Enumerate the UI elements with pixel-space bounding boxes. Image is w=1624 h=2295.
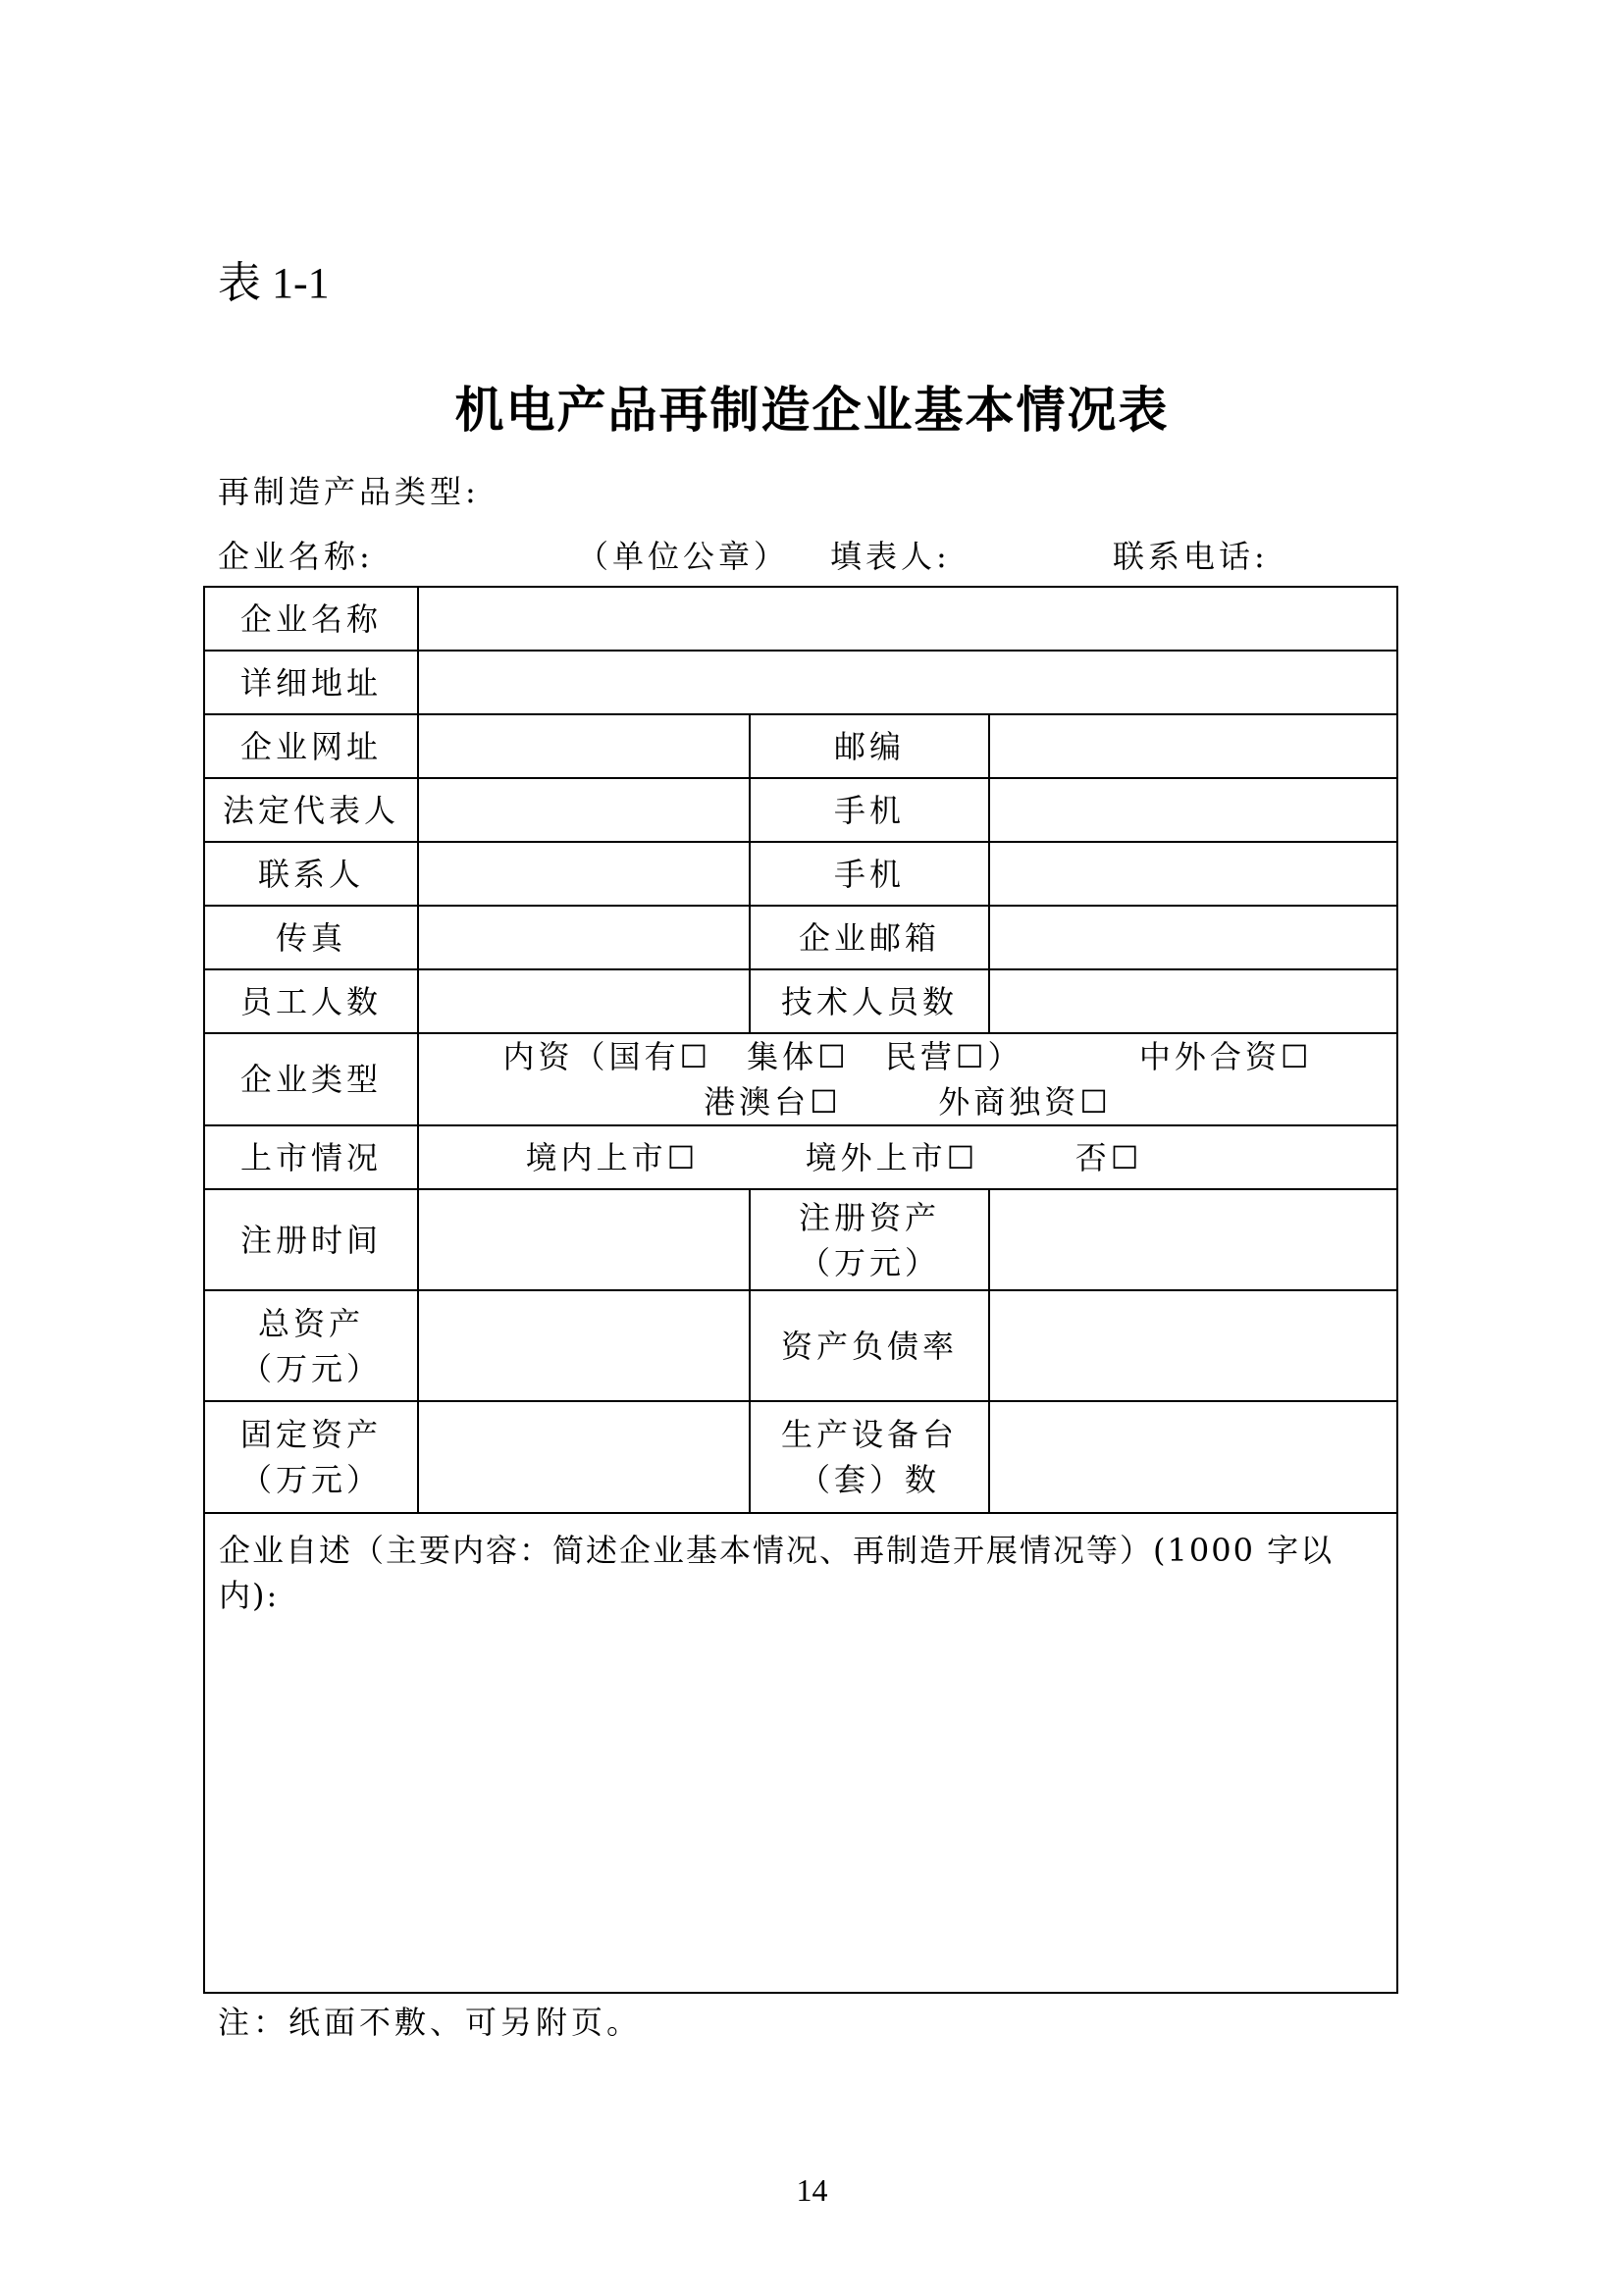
employees-field[interactable] bbox=[418, 969, 750, 1033]
table-row bbox=[204, 1290, 1397, 1401]
tech-staff-field[interactable] bbox=[989, 969, 1397, 1033]
reg-capital-label-line1: 注册资产 bbox=[798, 1198, 940, 1236]
phone-label: 联系电话: bbox=[1113, 538, 1269, 575]
table-row bbox=[204, 1401, 1397, 1512]
reg-time-cell-label: 注册时间 bbox=[204, 1189, 418, 1290]
overseas-listing-option[interactable]: 境外上市☐ bbox=[805, 1138, 979, 1176]
filler-label: 填表人: bbox=[830, 538, 951, 575]
reg-time-field[interactable] bbox=[418, 1189, 750, 1290]
table-row bbox=[204, 1033, 1397, 1125]
company-name-field[interactable] bbox=[418, 587, 1397, 651]
total-assets-cell-label bbox=[204, 1290, 418, 1401]
hk-macao-tw-option[interactable]: 港澳台☐ bbox=[704, 1083, 842, 1121]
contact-field[interactable] bbox=[418, 842, 750, 906]
reg-capital-field[interactable] bbox=[989, 1189, 1397, 1290]
seal-label: （单位公章） bbox=[577, 538, 790, 575]
total-assets-label-line1: 总资产 bbox=[257, 1304, 364, 1342]
equipment-cell-label bbox=[750, 1401, 989, 1512]
table-row bbox=[204, 1189, 1397, 1290]
company-name-cell-label: 企业名称 bbox=[204, 587, 418, 651]
product-type-label: 再制造产品类型: bbox=[218, 473, 480, 510]
table-row bbox=[204, 714, 1397, 778]
joint-venture-option[interactable]: 中外合资☐ bbox=[1138, 1038, 1313, 1076]
address-field[interactable] bbox=[418, 651, 1397, 714]
not-listed-option[interactable]: 否☐ bbox=[1074, 1138, 1143, 1176]
fixed-assets-label-line2: （万元） bbox=[239, 1460, 382, 1498]
employees-cell-label: 员工人数 bbox=[204, 969, 418, 1033]
table-row bbox=[204, 906, 1397, 969]
listing-options bbox=[418, 1125, 1397, 1189]
table-row bbox=[204, 778, 1397, 842]
domestic-option[interactable]: 内资（国有☐ 集体☐ 民营☐） bbox=[502, 1038, 1023, 1076]
foreign-owned-option[interactable]: 外商独资☐ bbox=[938, 1083, 1112, 1121]
postcode-field[interactable] bbox=[989, 714, 1397, 778]
fax-cell-label: 传真 bbox=[204, 906, 418, 969]
company-name-label: 企业名称: bbox=[218, 538, 374, 575]
page-number: 14 bbox=[796, 2172, 828, 2208]
document-title: 机电产品再制造企业基本情况表 bbox=[454, 381, 1170, 439]
table-row bbox=[204, 651, 1397, 714]
tech-staff-cell-label: 技术人员数 bbox=[750, 969, 989, 1033]
contact-cell-label: 联系人 bbox=[204, 842, 418, 906]
website-cell-label: 企业网址 bbox=[204, 714, 418, 778]
reg-capital-label-line2: （万元） bbox=[798, 1243, 940, 1281]
fixed-assets-field[interactable] bbox=[418, 1401, 750, 1512]
legal-rep-field[interactable] bbox=[418, 778, 750, 842]
website-field[interactable] bbox=[418, 714, 750, 778]
reg-capital-cell-label bbox=[750, 1189, 989, 1290]
listing-cell-label: 上市情况 bbox=[204, 1125, 418, 1189]
email-field[interactable] bbox=[989, 906, 1397, 969]
equipment-label-line2: （套）数 bbox=[798, 1460, 940, 1498]
table-row bbox=[204, 587, 1397, 651]
table-row bbox=[204, 1125, 1397, 1189]
fixed-assets-label-line1: 固定资产 bbox=[239, 1415, 382, 1453]
legal-rep-cell-label: 法定代表人 bbox=[204, 778, 418, 842]
table-label: 表 1-1 bbox=[218, 259, 330, 307]
legal-rep-mobile-field[interactable] bbox=[989, 778, 1397, 842]
table-row bbox=[204, 969, 1397, 1033]
total-assets-field[interactable] bbox=[418, 1290, 750, 1401]
debt-ratio-cell-label: 资产负债率 bbox=[750, 1290, 989, 1401]
footnote: 注：纸面不敷、可另附页。 bbox=[218, 2004, 643, 2041]
mobile-cell-label: 手机 bbox=[750, 778, 989, 842]
self-description-area[interactable] bbox=[204, 1513, 1397, 1993]
table-row bbox=[204, 1513, 1397, 1993]
company-type-cell-label: 企业类型 bbox=[204, 1033, 418, 1125]
total-assets-label-line2: （万元） bbox=[239, 1349, 382, 1387]
contact-mobile-field[interactable] bbox=[989, 842, 1397, 906]
table-row bbox=[204, 842, 1397, 906]
equipment-label-line1: 生产设备台 bbox=[780, 1415, 958, 1453]
address-cell-label: 详细地址 bbox=[204, 651, 418, 714]
email-cell-label: 企业邮箱 bbox=[750, 906, 989, 969]
company-info-table bbox=[203, 586, 1398, 1994]
fax-field[interactable] bbox=[418, 906, 750, 969]
equipment-field[interactable] bbox=[989, 1401, 1397, 1512]
fixed-assets-cell-label bbox=[204, 1401, 418, 1512]
postcode-cell-label: 邮编 bbox=[750, 714, 989, 778]
company-type-options bbox=[418, 1033, 1397, 1125]
domestic-listing-option[interactable]: 境内上市☐ bbox=[525, 1138, 700, 1176]
debt-ratio-field[interactable] bbox=[989, 1290, 1397, 1401]
self-description-label: 企业自述（主要内容：简述企业基本情况、再制造开展情况等）(1000 字以内): bbox=[219, 1531, 1335, 1614]
mobile-cell-label: 手机 bbox=[750, 842, 989, 906]
